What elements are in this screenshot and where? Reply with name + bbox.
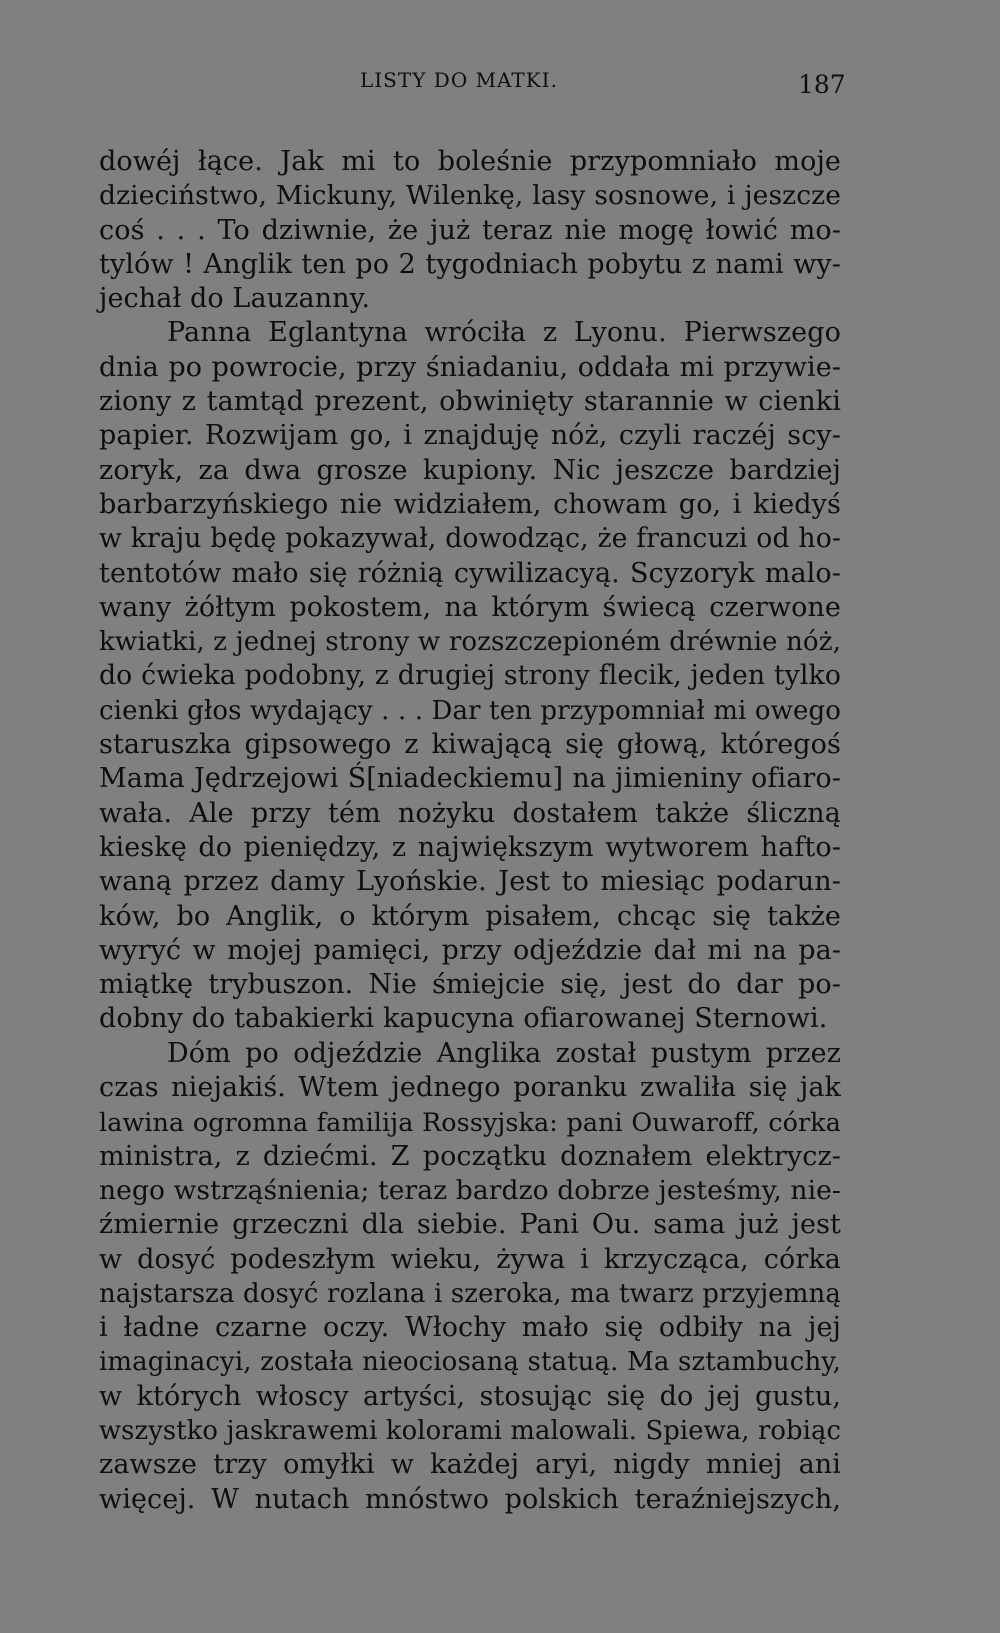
text-line: do ćwieka podobny, z drugiej strony flecik, jeden tylko — [99, 660, 841, 692]
text-line: w kraju będę pokazywał, dowodząc, że francuzi od ho- — [99, 523, 841, 555]
text-line: w których włoscy artyści, stosując się do jej gustu, — [99, 1380, 841, 1412]
text-line: dobny do tabakierki kapucyna ofiarowanej Sternowi. — [99, 1003, 828, 1035]
text-line: zoryk, za dwa grosze kupiony. Nic jeszcze bardziej — [99, 454, 841, 486]
text-line: waną przez damy Lyońskie. Jest to miesiąc podarun- — [99, 866, 841, 898]
text-line: źmiernie grzeczni dla siebie. Pani Ou. sama już jest — [99, 1209, 841, 1241]
text-line: dnia po powrocie, przy śniadaniu, oddała mi przywie- — [99, 351, 841, 383]
text-line: staruszka gipsowego z kiwającą się głową, któregoś — [99, 729, 841, 761]
running-title: LISTY DO MATKI. — [360, 68, 558, 92]
text-line: cienki głos wydający . . . Dar ten przypomniał mi owego — [99, 695, 841, 726]
text-line: Panna Eglantyna wróciła z Lyonu. Pierwszego — [167, 317, 841, 349]
text-line: najstarsza dosyć rozlana i szeroka, ma twarz przyjemną — [99, 1278, 841, 1309]
text-line: wyryć w mojej pamięci, przy odjeździe dał mi na pa- — [99, 934, 841, 966]
text-line: kwiatki, z jednej strony w rozszczepioném dréwnie nóż, — [99, 627, 841, 658]
text-line: nego wstrząśnienia; teraz bardzo dobrze jesteśmy, nie- — [99, 1174, 841, 1206]
text-line: lawina ogromna familija Rossyjska: pani Ouwaroff, córka — [99, 1107, 841, 1138]
text-line: w dosyć podeszłym wieku, żywa i krzycząca, córka — [99, 1243, 841, 1275]
text-line: Dóm po odjeździe Anglika został pustym przez — [167, 1037, 841, 1069]
text-line: imaginacyi, została nieociosaną statuą. Ma sztambuchy, — [99, 1347, 841, 1378]
text-line: wszystko jaskrawemi kolorami malowali. Spiewa, robiąc — [99, 1415, 841, 1446]
text-line: dzieciństwo, Mickuny, Wilenkę, lasy sosnowe, i jeszcze — [99, 180, 841, 212]
text-line: ziony z tamtąd prezent, obwinięty starannie w cienki — [99, 386, 841, 418]
text-line: jechał do Lauzanny. — [99, 283, 371, 315]
text-line: czas niejakiś. Wtem jednego poranku zwaliła się jak — [99, 1072, 841, 1104]
text-line: dowéj łące. Jak mi to boleśnie przypomniało moje — [99, 146, 841, 177]
body-text — [99, 145, 841, 1517]
text-line: barbarzyńskiego nie widziałem, chowam go, i kiedyś — [99, 488, 841, 520]
text-line: zawsze trzy omyłki w każdej aryi, nigdy mniej ani — [99, 1449, 841, 1481]
text-line: Mama Jędrzejowi Ś[niadeckiemu] na jimieniny ofiaro- — [99, 763, 841, 795]
text-line: ministra, z dziećmi. Z początku doznałem elektrycz- — [99, 1140, 841, 1172]
page-number: 187 — [798, 70, 846, 99]
text-line: tylów ! Anglik ten po 2 tygodniach pobytu z nami wy- — [99, 248, 841, 280]
text-line: coś . . . To dziwnie, że już teraz nie mogę łowić mo- — [99, 214, 841, 246]
text-line: papier. Rozwijam go, i znajduję nóż, czyli raczéj scy- — [99, 420, 841, 452]
text-line: wała. Ale przy tém nożyku dostałem także śliczną — [99, 797, 841, 829]
text-line: miątkę trybuszon. Nie śmiejcie się, jest do dar po- — [99, 969, 841, 1001]
text-line: więcej. W nutach mnóstwo polskich teraźniejszych, — [99, 1483, 841, 1515]
text-line: kieskę do pieniędzy, z największym wytworem hafto- — [99, 831, 841, 863]
text-line: tentotów mało się różnią cywilizacyą. Scyzoryk malo- — [99, 557, 841, 589]
text-line: ków, bo Anglik, o którym pisałem, chcąc się także — [99, 900, 841, 932]
text-line: wany żółtym pokostem, na którym świecą czerwone — [99, 591, 841, 623]
text-line: i ładne czarne oczy. Włochy mało się odbiły na jej — [99, 1312, 841, 1344]
